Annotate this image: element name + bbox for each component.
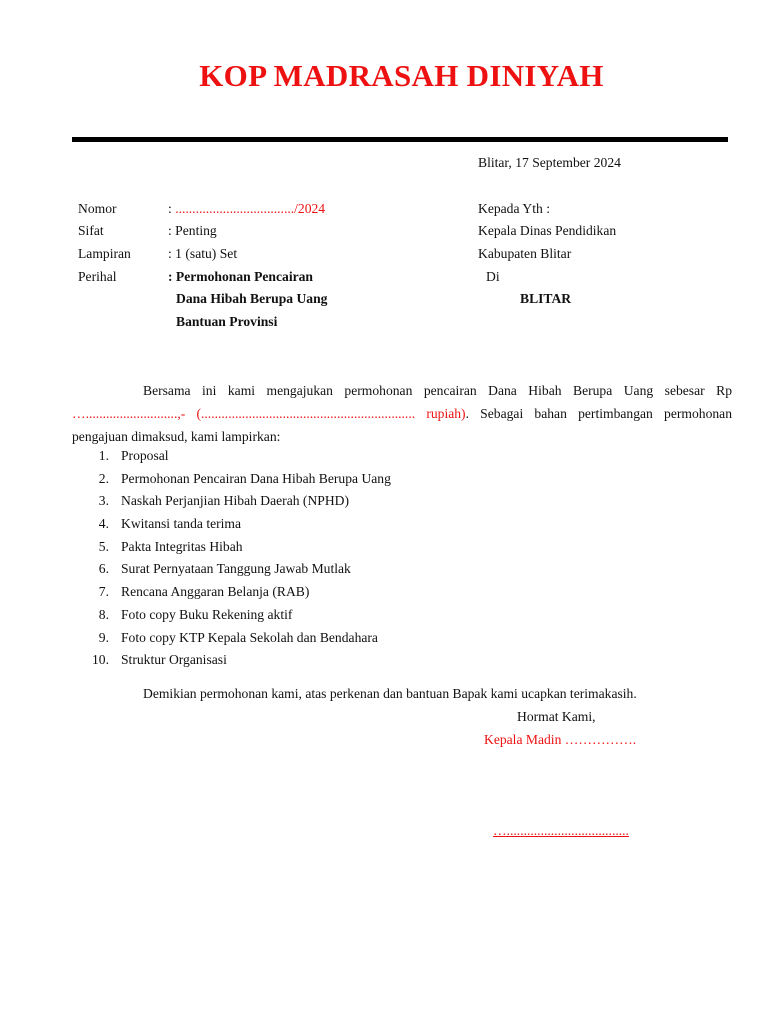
list-item-text: Pakta Integritas Hibah [121, 538, 243, 554]
lampiran-value: : 1 (satu) Set [168, 246, 238, 261]
nomor-label: Nomor [78, 201, 117, 216]
sifat-label: Sifat [78, 223, 104, 238]
nomor-value-group [168, 201, 325, 217]
perihal-label: Perihal [78, 269, 117, 284]
perihal-line-3: Bantuan Provinsi [176, 314, 278, 329]
recipient-line-1: Kepada Yth : [478, 201, 550, 216]
recipient-line-4: Di [486, 269, 500, 284]
closing-sentence: Demikian permohonan kami, atas perkenan dan bantuan Bapak kami ucapkan terimakasih. [143, 686, 637, 701]
lampiran-label: Lampiran [78, 246, 131, 261]
list-item: 10. Struktur Organisasi [92, 652, 227, 668]
signature-greeting: Hormat Kami, [517, 709, 596, 724]
list-item: 3. Naskah Perjanjian Hibah Daerah (NPHD) [98, 493, 350, 509]
list-item-text: Proposal [121, 448, 169, 463]
list-item-text: Rencana Anggaran Belanja (RAB) [121, 584, 310, 600]
recipient-line-2: Kepala Dinas Pendidikan [478, 223, 617, 238]
body-paragraph-text-b: . Sebagai bahan pertimbangan permohonan pengajuan dimaksud, kami lampirkan: [72, 406, 732, 444]
list-item: 8. Foto copy Buku Rekening aktif [98, 606, 293, 622]
list-item: 6. Surat Pernyataan Tanggung Jawab Mutlak [98, 561, 351, 577]
body-paragraph [72, 379, 732, 448]
perihal-line-1: : Permohonan Pencairan [168, 269, 313, 284]
list-item-text: Permohonan Pencairan Dana Hibah Berupa Uang [121, 470, 391, 486]
attachment-list [72, 448, 391, 675]
list-item: 2. Permohonan Pencairan Dana Hibah Berupa Uang [98, 470, 391, 486]
body-paragraph-text-a: Bersama ini kami mengajukan permohonan pencairan Dana Hibah Berupa Uang sebesar Rp [143, 383, 732, 398]
list-item-text: Struktur Organisasi [121, 652, 227, 668]
list-item: 9. Foto copy KTP Kepala Sekolah dan Bendahara [98, 629, 378, 645]
recipient-line-3: Kabupaten Blitar [478, 246, 572, 261]
signature-position: Kepala Madin ……………. [484, 732, 637, 747]
list-item-text: Foto copy Buku Rekening aktif [121, 606, 293, 622]
list-item-text: Foto copy KTP Kepala Sekolah dan Bendahara [121, 629, 378, 645]
list-item: 1. Proposal [98, 448, 169, 463]
list-item: 5. Pakta Integritas Hibah [98, 538, 243, 554]
letterhead-divider [72, 137, 728, 142]
nomor-value: .................................../2024 [175, 201, 326, 216]
recipient-city: BLITAR [520, 291, 572, 306]
perihal-line-2: Dana Hibah Berupa Uang [176, 291, 328, 306]
list-item-text: Surat Pernyataan Tanggung Jawab Mutlak [121, 561, 351, 577]
list-item-text: Kwitansi tanda terima [121, 516, 242, 532]
letterhead-title: KOP MADRASAH DINIYAH [199, 58, 604, 93]
nomor-separator: : [168, 201, 176, 216]
date-line: Blitar, 17 September 2024 [478, 155, 621, 170]
list-item: 4. Kwitansi tanda terima [98, 516, 242, 532]
list-item: 7. Rencana Anggaran Belanja (RAB) [98, 584, 310, 600]
list-item-text: Naskah Perjanjian Hibah Daerah (NPHD) [121, 493, 350, 509]
signature-name-placeholder: ….................................... [493, 823, 629, 838]
sifat-value: : Penting [168, 223, 217, 238]
amount-placeholder: …...........................,- (............................................................... rupiah) [72, 406, 466, 421]
